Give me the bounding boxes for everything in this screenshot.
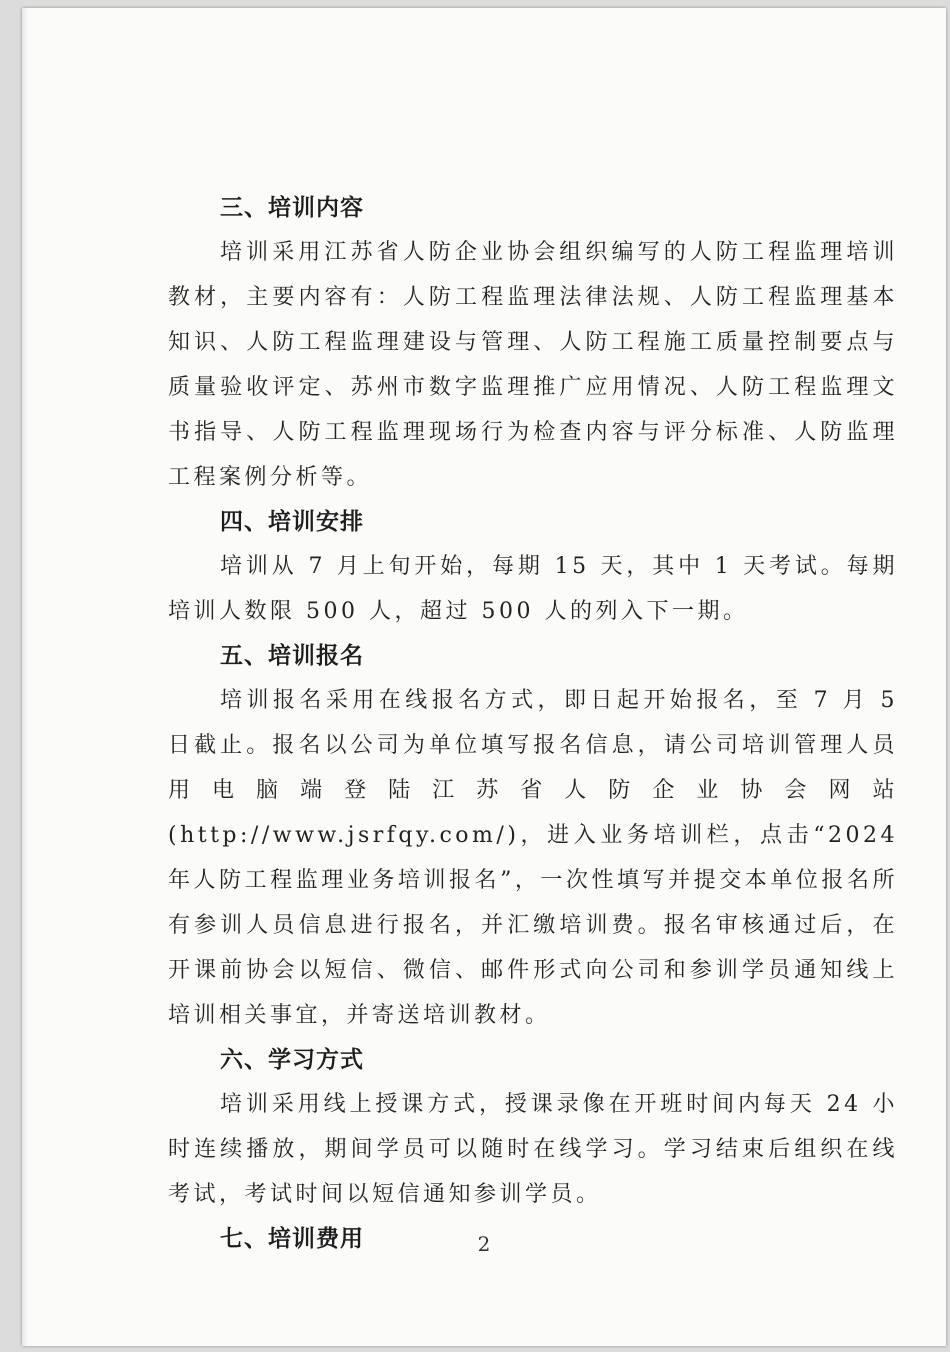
section-heading: 四、培训安排	[220, 509, 364, 535]
section-heading: 六、学习方式	[220, 1047, 364, 1073]
section-heading: 五、培训报名	[220, 643, 364, 669]
section-learning-method	[168, 1038, 898, 1217]
section-heading: 七、培训费用	[220, 1226, 364, 1252]
section-paragraph: 培训从 7 月上旬开始，每期 15 天，其中 1 天考试。每期培训人数限 500 人，超过 500 人的列入下一期。	[168, 554, 898, 624]
page-number: 2	[477, 1232, 491, 1256]
section-paragraph: 培训采用线上授课方式，授课录像在开班时间内每天 24 小时连续播放，期间学员可以随时在线学习。学习结束后组织在线考试，考试时间以短信通知参训学员。	[168, 1092, 898, 1207]
section-training-registration	[168, 634, 898, 1038]
section-paragraph: 培训报名采用在线报名方式，即日起开始报名，至 7 月 5 日截止。报名以公司为单位填写报名信息，请公司培训管理人员用电脑端登陆江苏省人防企业协会网站(http://www.jsrfqy.com/)，进入业务培训栏，点击“2024 年人防工程监理业务培训报名”，一次性填写并提交本单位报名所有参训人员信息进行报名，并汇缴培训费。报名审核通过后，在开课前协会以短信、微信、邮件形式向公司和参训学员通知线上培训相关事宜，并寄送培训教材。	[168, 688, 898, 1028]
section-heading: 三、培训内容	[220, 195, 364, 221]
section-training-content	[168, 186, 898, 500]
document-body	[168, 186, 898, 1261]
document-page	[22, 8, 946, 1346]
page-edge-shadow	[22, 8, 28, 1346]
section-paragraph: 培训采用江苏省人防企业协会组织编写的人防工程监理培训教材，主要内容有：人防工程监理法律法规、人防工程监理基本知识、人防工程监理建设与管理、人防工程施工质量控制要点与质量验收评定、苏州市数字监理推广应用情况、人防工程监理文书指导、人防工程监理现场行为检查内容与评分标准、人防监理工程案例分析等。	[168, 240, 898, 490]
section-training-schedule	[168, 500, 898, 634]
